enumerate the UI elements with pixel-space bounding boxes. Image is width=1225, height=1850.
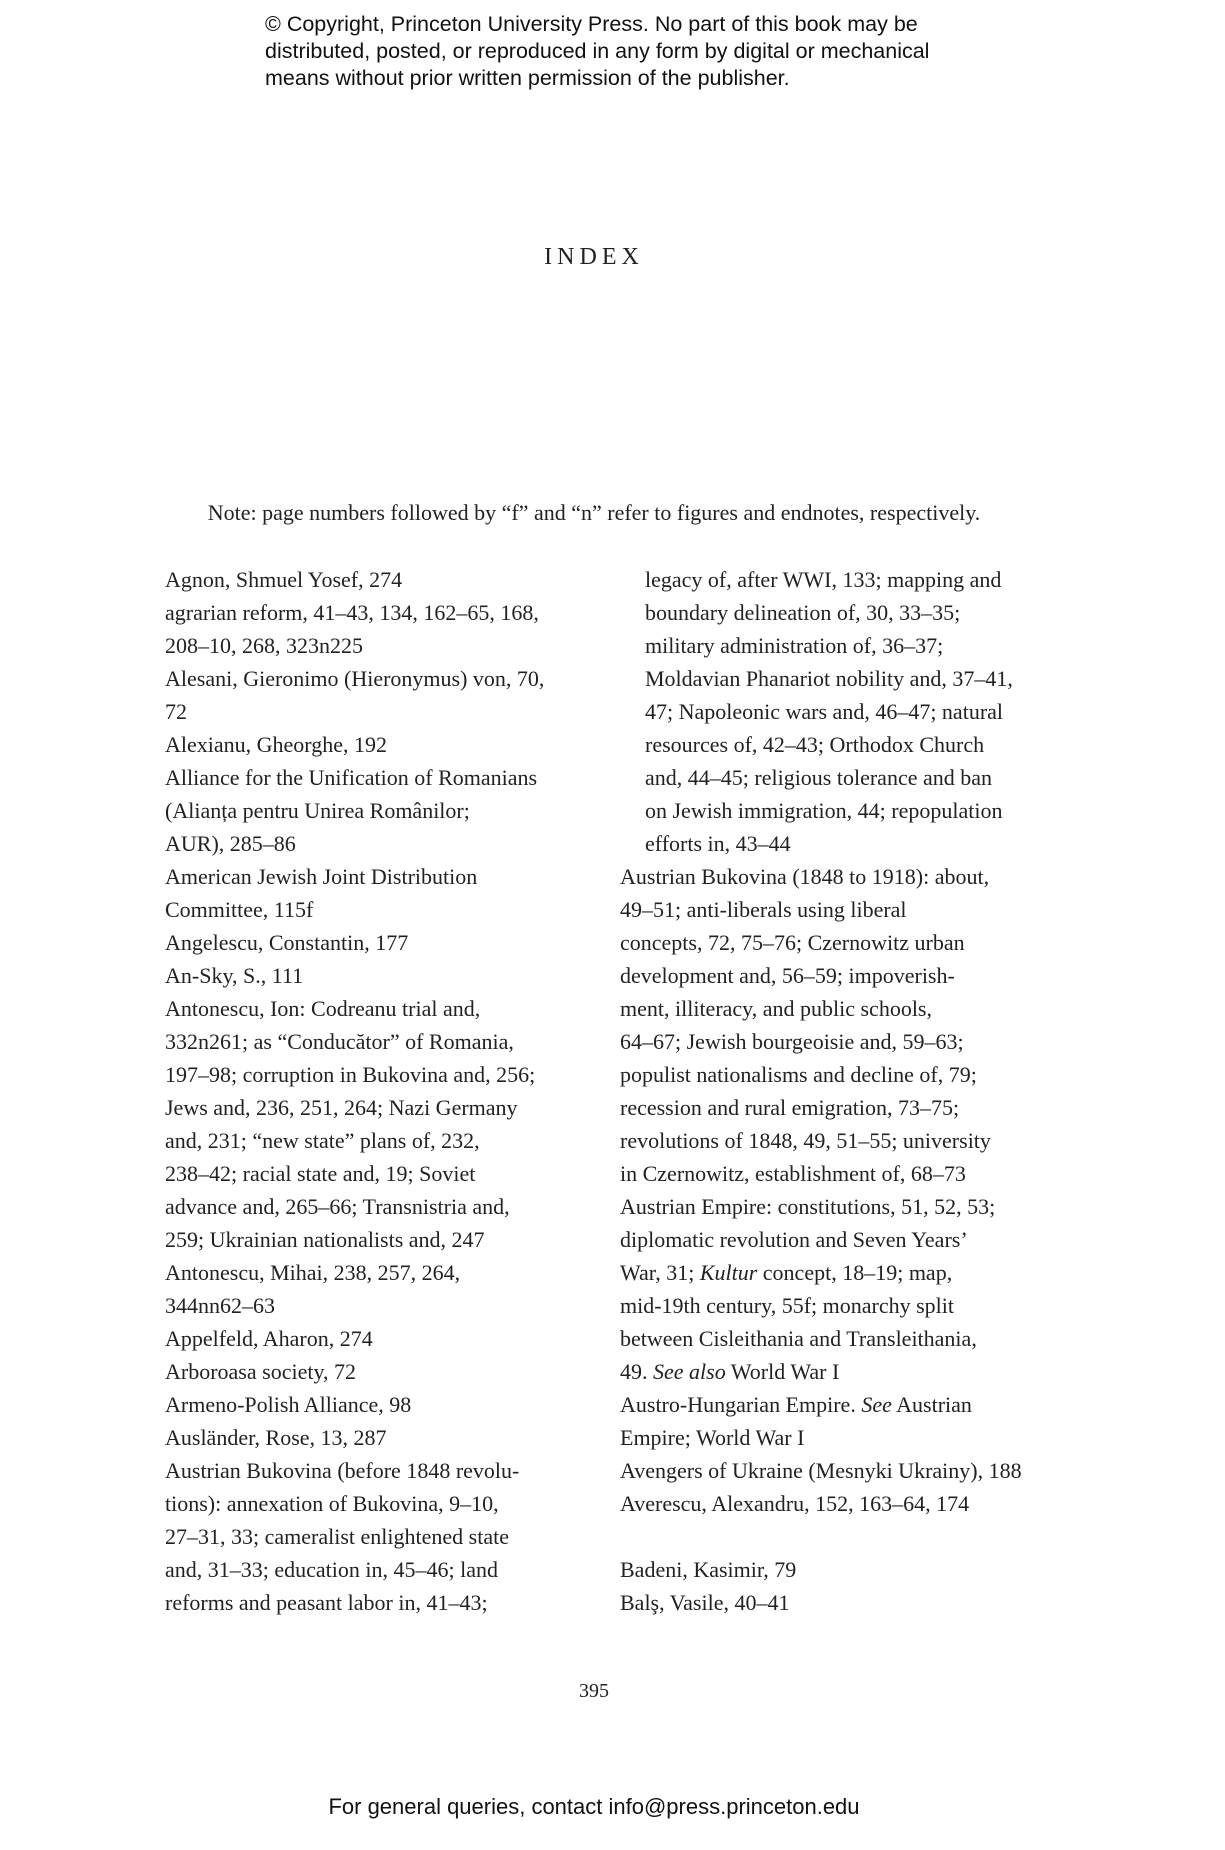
index-entry-line: diplomatic revolution and Seven Years’ — [620, 1227, 968, 1252]
index-entry — [165, 728, 585, 761]
index-entry — [165, 992, 585, 1256]
index-entry-line: mid-19th century, 55f; monarchy split — [620, 1293, 955, 1318]
index-note: Note: page numbers followed by “f” and “n” refer to figures and endnotes, respectively. — [207, 500, 981, 525]
index-entry-line: Austrian Bukovina (before 1848 revolu- — [165, 1458, 520, 1483]
index-entry-line: Ausländer, Rose, 13, 287 — [165, 1425, 387, 1450]
index-entry-line: 344nn62–63 — [165, 1293, 275, 1318]
index-entry-line: Avengers of Ukraine (Mesnyki Ukrainy), 188 — [620, 1458, 1022, 1483]
index-entry-line: populist nationalisms and decline of, 79; — [620, 1062, 977, 1087]
index-entry-line: Committee, 115f — [165, 897, 314, 922]
index-entry-line: between Cisleithania and Transleithania, — [620, 1326, 977, 1351]
index-entry-line: Angelescu, Constantin, 177 — [165, 930, 409, 955]
index-entry — [620, 1388, 1040, 1454]
index-entry — [165, 1256, 585, 1322]
index-entry-line: Empire; World War I — [620, 1425, 805, 1450]
index-entry-line: Jews and, 236, 251, 264; Nazi Germany — [165, 1095, 518, 1120]
page-number: 395 — [579, 1680, 609, 1702]
index-entry-line: on Jewish immigration, 44; repopulation — [645, 798, 1003, 823]
index-entry-line: ment, illiteracy, and public schools, — [620, 996, 932, 1021]
index-entry-line: legacy of, after WWI, 133; mapping and — [645, 567, 1002, 592]
index-entry-line: Arboroasa society, 72 — [165, 1359, 357, 1384]
index-column-right — [620, 563, 1040, 1619]
index-entry-line: Moldavian Phanariot nobility and, 37–41, — [645, 666, 1013, 691]
index-entry-line: boundary delineation of, 30, 33–35; — [645, 600, 961, 625]
index-entry-line: 197–98; corruption in Bukovina and, 256; — [165, 1062, 536, 1087]
index-entry-line: Agnon, Shmuel Yosef, 274 — [165, 567, 403, 592]
index-entry — [165, 1322, 585, 1355]
index-entry-line: development and, 56–59; impoverish- — [620, 963, 955, 988]
index-entry-line: military administration of, 36–37; — [645, 633, 944, 658]
index-entry — [620, 860, 1040, 1190]
index-entry — [165, 860, 585, 926]
index-entry-line: Alexianu, Gheorghe, 192 — [165, 732, 387, 757]
index-entry-line: 238–42; racial state and, 19; Soviet — [165, 1161, 476, 1186]
index-entry-line: Antonescu, Ion: Codreanu trial and, — [165, 996, 481, 1021]
page-title: INDEX — [544, 244, 644, 270]
index-entry-line: 259; Ukrainian nationalists and, 247 — [165, 1227, 485, 1252]
index-entry-line: 49. See also World War I — [620, 1359, 840, 1384]
index-entry — [620, 1586, 1040, 1619]
index-entry — [620, 1190, 1040, 1388]
index-entry — [165, 926, 585, 959]
index-entry-line: Badeni, Kasimir, 79 — [620, 1557, 797, 1582]
index-entry-line: 64–67; Jewish bourgeoisie and, 59–63; — [620, 1029, 964, 1054]
index-entry — [165, 563, 585, 596]
index-entry-line: 47; Napoleonic wars and, 46–47; natural — [645, 699, 1004, 724]
index-entry-line: 27–31, 33; cameralist enlightened state — [165, 1524, 509, 1549]
index-entry-line: and, 31–33; education in, 45–46; land — [165, 1557, 498, 1582]
index-entry-line: American Jewish Joint Distribution — [165, 864, 478, 889]
footer-contact: For general queries, contact info@press.princeton.edu — [328, 1794, 860, 1819]
index-entry — [165, 662, 585, 728]
index-entry-line: Alliance for the Unification of Romanians — [165, 765, 538, 790]
index-entry-line: (Alianța pentru Unirea Românilor; — [165, 798, 470, 823]
copyright-line: © Copyright, Princeton University Press. No part of this book may be — [265, 12, 918, 36]
index-entry-line: War, 31; Kultur concept, 18–19; map, — [620, 1260, 953, 1285]
index-entry — [165, 1421, 585, 1454]
index-entry — [165, 959, 585, 992]
index-entry-line: 208–10, 268, 323n225 — [165, 633, 363, 658]
copyright-line: distributed, posted, or reproduced in any form by digital or mechanical — [265, 39, 930, 63]
index-entry-line: and, 44–45; religious tolerance and ban — [645, 765, 993, 790]
index-column-left — [165, 563, 585, 1619]
index-entry-line: Austro-Hungarian Empire. See Austrian — [620, 1392, 972, 1417]
index-entry-line: 332n261; as “Conducător” of Romania, — [165, 1029, 514, 1054]
index-entry — [620, 1553, 1040, 1586]
index-entry-line: Appelfeld, Aharon, 274 — [165, 1326, 373, 1351]
index-entry-line: reforms and peasant labor in, 41–43; — [165, 1590, 488, 1615]
index-entry — [165, 596, 585, 662]
index-entry-line: agrarian reform, 41–43, 134, 162–65, 168, — [165, 600, 539, 625]
index-entry — [165, 1454, 585, 1619]
index-entry-continued — [620, 563, 1040, 860]
index-entry-line: and, 231; “new state” plans of, 232, — [165, 1128, 480, 1153]
index-entry-line: Alesani, Gieronimo (Hieronymus) von, 70, — [165, 666, 545, 691]
index-entry — [165, 1355, 585, 1388]
index-entry — [620, 1454, 1040, 1487]
index-entry-line: An-Sky, S., 111 — [165, 963, 304, 988]
index-entry-line: 49–51; anti-liberals using liberal — [620, 897, 907, 922]
index-entry-line: revolutions of 1848, 49, 51–55; university — [620, 1128, 991, 1153]
index-entry-line: Austrian Empire: constitutions, 51, 52, 53; — [620, 1194, 996, 1219]
index-entry — [165, 761, 585, 860]
letter-group-gap — [620, 1520, 1040, 1553]
index-entry-line: Antonescu, Mihai, 238, 257, 264, — [165, 1260, 461, 1285]
index-entry-line: Averescu, Alexandru, 152, 163–64, 174 — [620, 1491, 970, 1516]
index-entry-line: 72 — [165, 699, 187, 724]
index-entry-line: advance and, 265–66; Transnistria and, — [165, 1194, 510, 1219]
index-entry-line: tions): annexation of Bukovina, 9–10, — [165, 1491, 499, 1516]
index-entry-line: recession and rural emigration, 73–75; — [620, 1095, 960, 1120]
index-entry-line: in Czernowitz, establishment of, 68–73 — [620, 1161, 966, 1186]
copyright-notice — [265, 11, 1025, 92]
index-entry — [165, 1388, 585, 1421]
index-entry — [620, 1487, 1040, 1520]
index-entry-line: concepts, 72, 75–76; Czernowitz urban — [620, 930, 965, 955]
index-entry-line: Balş, Vasile, 40–41 — [620, 1590, 790, 1615]
index-entry-line: Armeno-Polish Alliance, 98 — [165, 1392, 412, 1417]
copyright-line: means without prior written permission of the publisher. — [265, 66, 790, 90]
index-entry-line: efforts in, 43–44 — [645, 831, 791, 856]
index-entry-line: resources of, 42–43; Orthodox Church — [645, 732, 985, 757]
index-entry-line: AUR), 285–86 — [165, 831, 296, 856]
index-entry-line: Austrian Bukovina (1848 to 1918): about, — [620, 864, 990, 889]
